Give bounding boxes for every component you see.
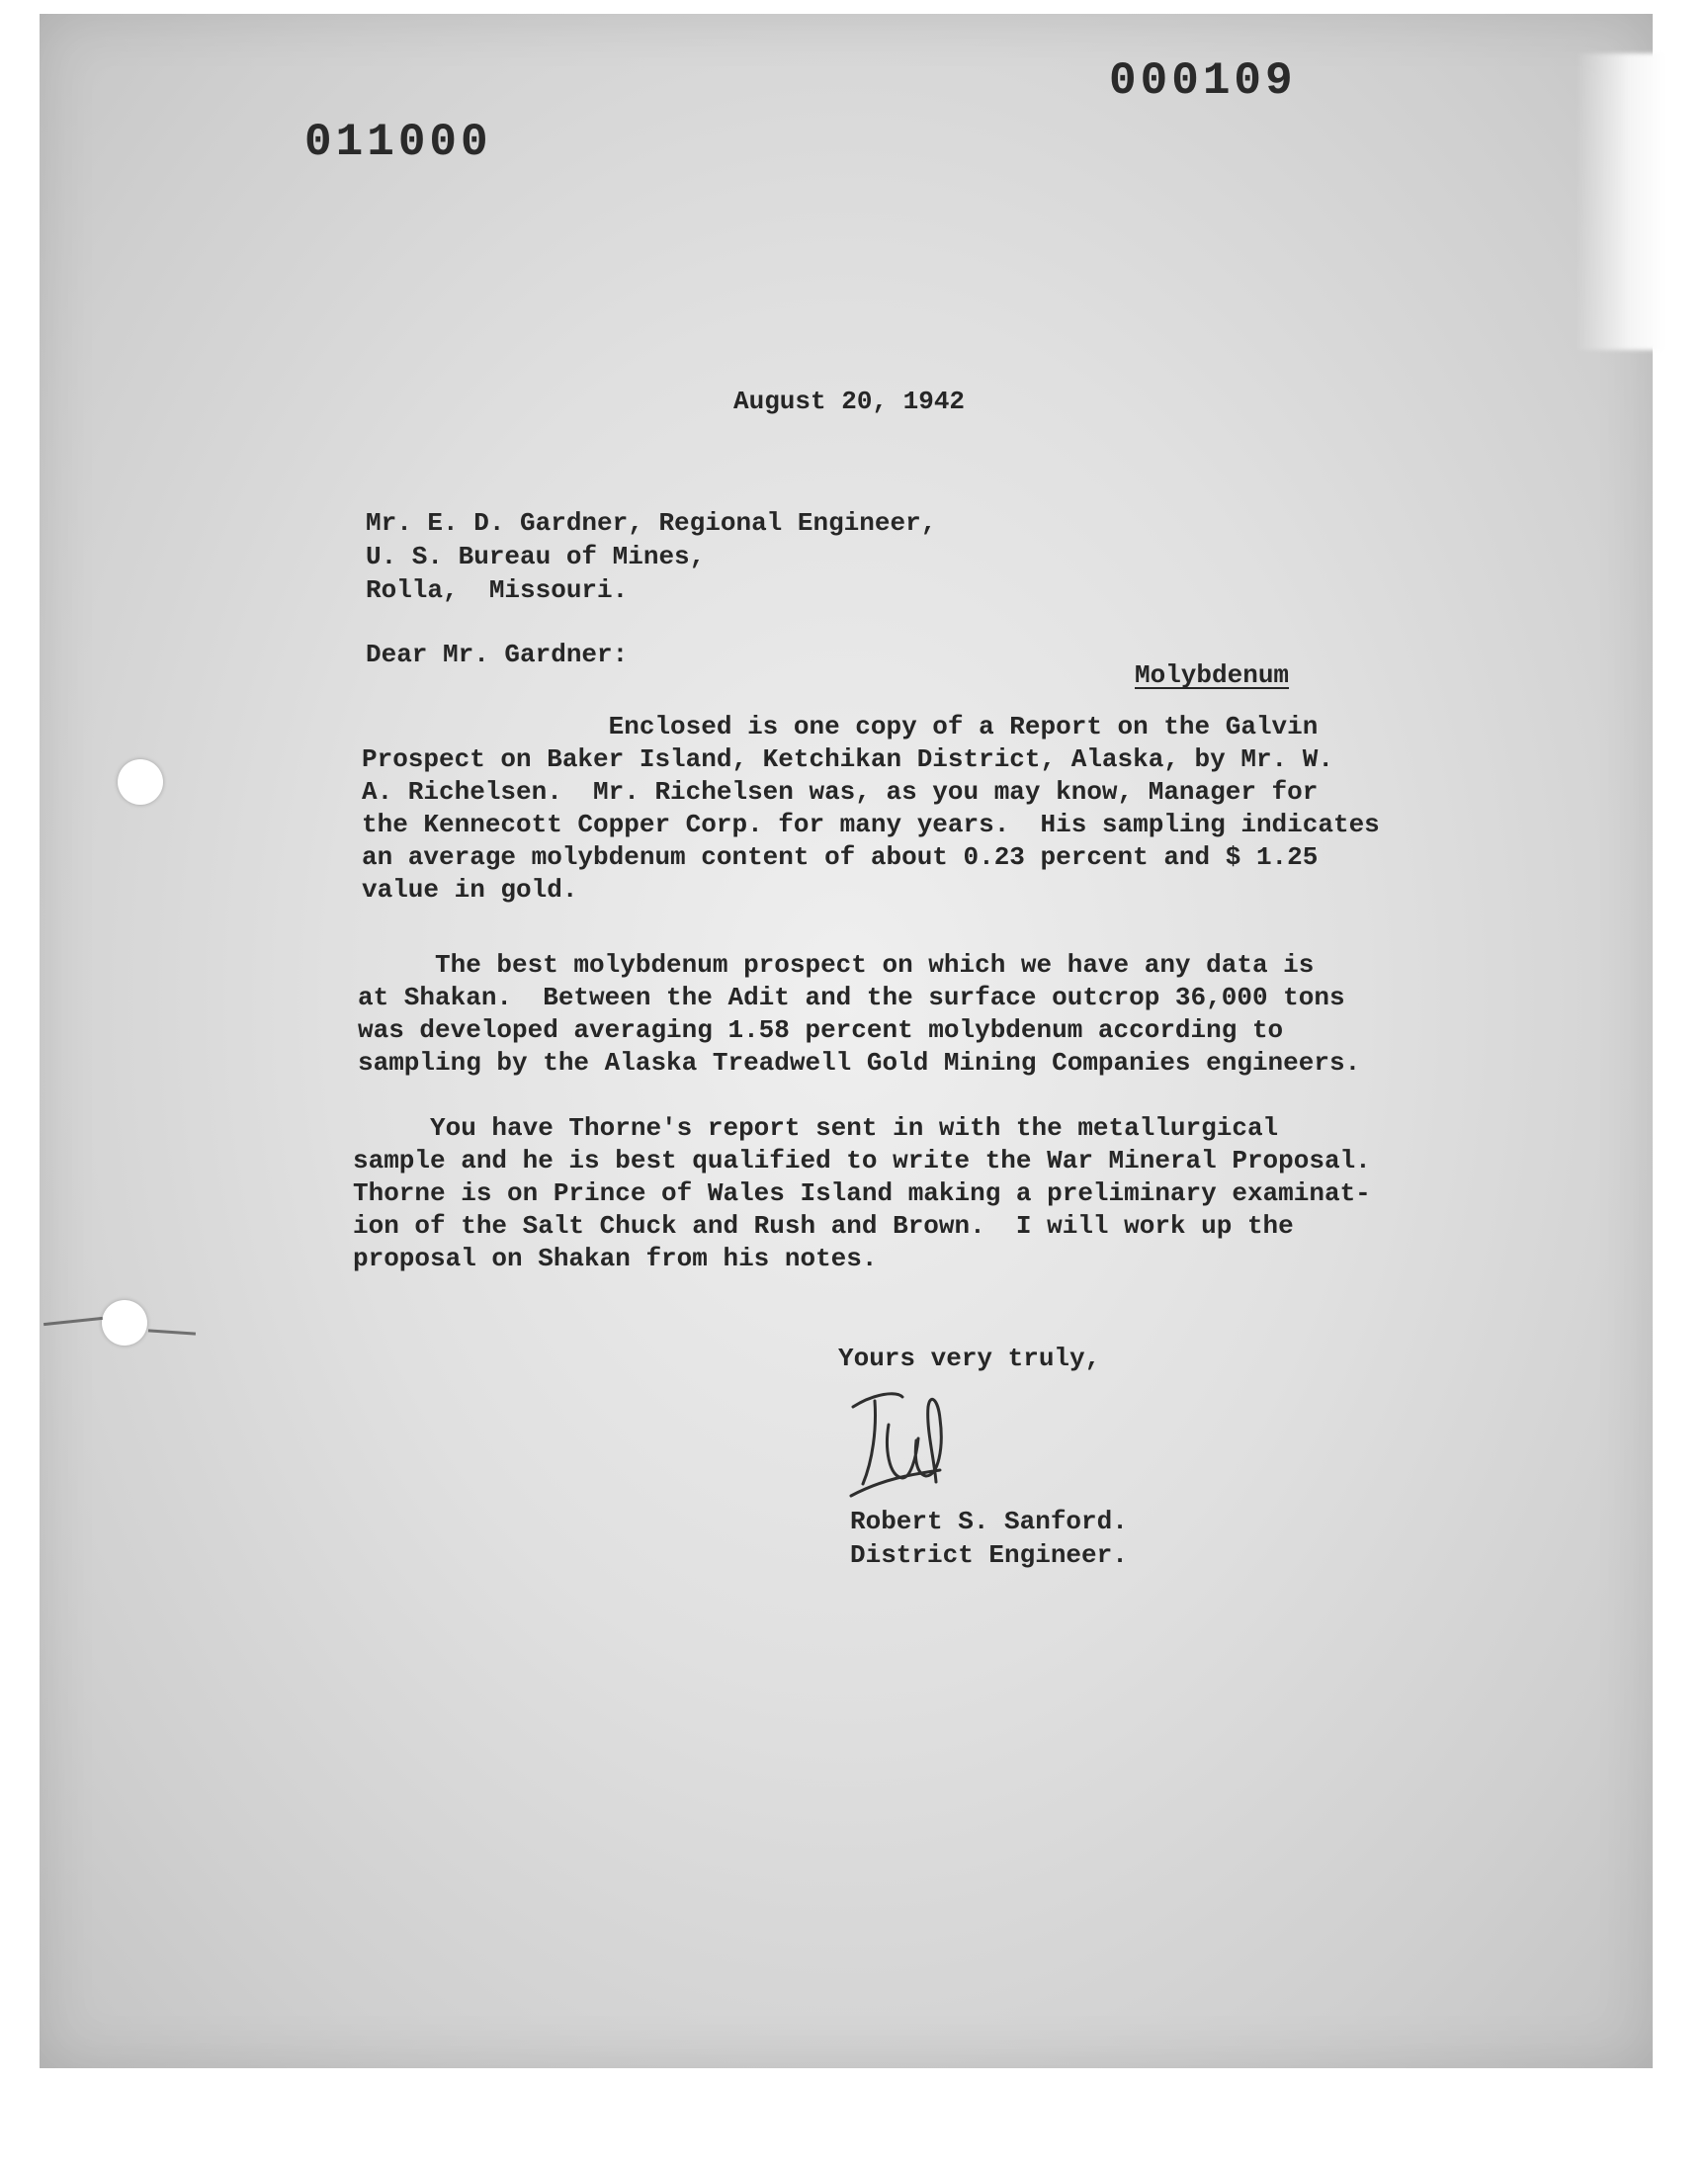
signer-title: District Engineer. bbox=[850, 1540, 1128, 1570]
subject-line: Molybdenum bbox=[1135, 660, 1290, 690]
closing: Yours very truly, bbox=[838, 1344, 1101, 1373]
file-number-stamp: 011000 bbox=[304, 117, 492, 168]
body-line: was developed averaging 1.58 percent molybdenum according to bbox=[358, 1015, 1284, 1045]
document-number-stamp: 000109 bbox=[1109, 55, 1297, 107]
address-line: Mr. E. D. Gardner, Regional Engineer, bbox=[366, 508, 937, 538]
body-line: Thorne is on Prince of Wales Island making a preliminary examinat- bbox=[353, 1178, 1371, 1208]
body-line: ion of the Salt Chuck and Rush and Brown. I will work up the bbox=[353, 1211, 1294, 1241]
punch-hole-top bbox=[118, 759, 163, 805]
body-line: sample and he is best qualified to write the War Mineral Proposal. bbox=[353, 1146, 1371, 1175]
torn-edge bbox=[1576, 53, 1665, 350]
body-line: A. Richelsen. Mr. Richelsen was, as you may know, Manager for bbox=[362, 777, 1319, 807]
handwritten-signature bbox=[845, 1379, 993, 1508]
signer-name: Robert S. Sanford. bbox=[850, 1507, 1128, 1536]
body-line: Prospect on Baker Island, Ketchikan District, Alaska, by Mr. W. bbox=[362, 744, 1333, 774]
body-line: the Kennecott Copper Corp. for many years. His sampling indicates bbox=[362, 810, 1380, 839]
body-line: at Shakan. Between the Adit and the surface outcrop 36,000 tons bbox=[358, 983, 1345, 1012]
body-line: sampling by the Alaska Treadwell Gold Mining Companies engineers. bbox=[358, 1048, 1361, 1078]
body-line: value in gold. bbox=[362, 875, 578, 905]
body-line: Enclosed is one copy of a Report on the Galvin bbox=[362, 712, 1319, 741]
salutation: Dear Mr. Gardner: bbox=[366, 640, 629, 669]
address-line: Rolla, Missouri. bbox=[366, 575, 629, 605]
punch-hole-bottom bbox=[102, 1300, 147, 1346]
body-line: The best molybdenum prospect on which we have any data is bbox=[358, 950, 1315, 980]
address-line: U. S. Bureau of Mines, bbox=[366, 542, 706, 571]
letter-date: August 20, 1942 bbox=[733, 387, 966, 416]
body-line: an average molybdenum content of about 0.23 percent and $ 1.25 bbox=[362, 842, 1319, 872]
body-line: You have Thorne's report sent in with the metallurgical bbox=[353, 1113, 1279, 1143]
body-line: proposal on Shakan from his notes. bbox=[353, 1244, 878, 1273]
